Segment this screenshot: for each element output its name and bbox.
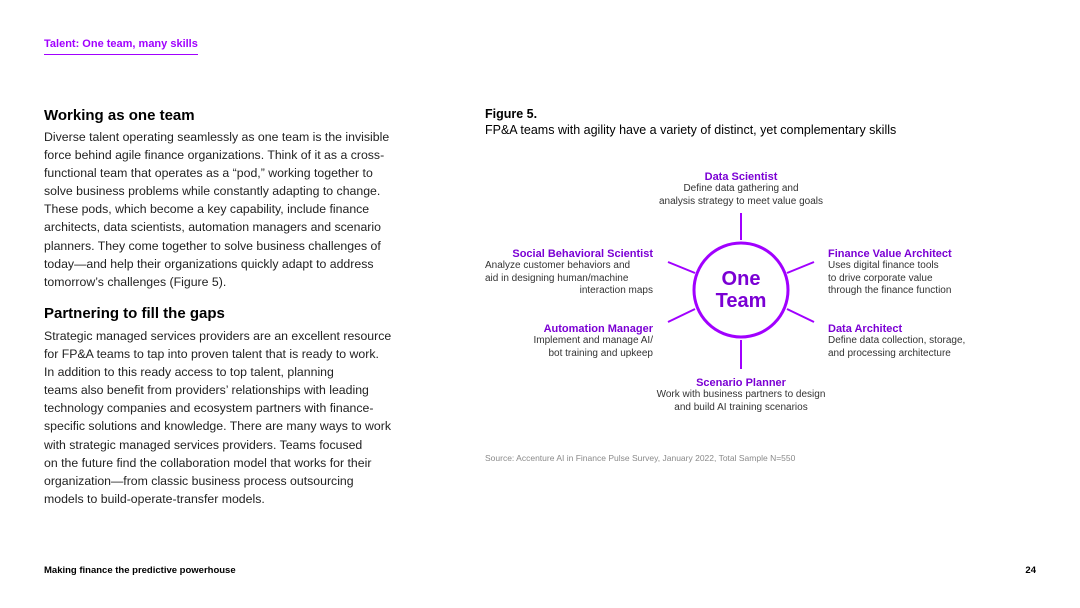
- node-desc-line: and build AI training scenarios: [674, 401, 808, 413]
- node-data-scientist: [621, 171, 861, 208]
- paragraph-line: organization—from classic business process outsourcing: [44, 473, 354, 488]
- paragraph-line: Strategic managed services providers are an excellent resource: [44, 329, 392, 343]
- paragraph-line: Diverse talent operating seamlessly as one team is the invisible: [44, 130, 390, 144]
- node-scenario-planner: [611, 377, 871, 414]
- section-tag: Talent: One team, many skills: [44, 38, 198, 55]
- node-finance-value-architect: [828, 248, 1028, 298]
- node-desc-line: Define data collection, storage,: [828, 335, 966, 346]
- spoke-line: [787, 309, 814, 322]
- node-desc-line: to drive corporate value: [828, 272, 933, 284]
- paragraph-line: for FP&A teams to tap into proven talent that is ready to work.: [44, 347, 379, 362]
- paragraph-line: with strategic managed services providers. Teams focused: [44, 437, 363, 452]
- paragraph-line: on the future find the collaboration model that works for their: [44, 455, 372, 470]
- footer-title: Making finance the predictive powerhouse: [44, 565, 236, 576]
- figure-source: Source: Accenture AI in Finance Pulse Survey, January 2022, Total Sample N=550: [485, 453, 796, 463]
- paragraph-line: architects, data scientists, automation managers and scenario: [44, 220, 381, 235]
- node-data-architect: [828, 323, 1028, 360]
- heading-partnering: Partnering to fill the gaps: [44, 305, 225, 322]
- paragraph-line: solve business problems while constantly adapting to change.: [44, 184, 381, 199]
- one-team-label: [694, 268, 788, 312]
- node-title: Automation Manager: [543, 323, 653, 335]
- node-title: Scenario Planner: [696, 377, 786, 389]
- node-title: Finance Value Architect: [828, 248, 952, 260]
- paragraph-line: models to build-operate-transfer models.: [44, 491, 265, 506]
- page-number: 24: [1025, 565, 1036, 576]
- node-title: Data Architect: [828, 323, 903, 335]
- spoke-line: [668, 309, 695, 322]
- heading-working-as-one-team: Working as one team: [44, 107, 195, 124]
- node-title: Data Scientist: [704, 171, 778, 183]
- node-desc-line: bot training and upkeep: [548, 347, 653, 359]
- node-desc-line: Implement and manage AI/: [533, 335, 653, 346]
- node-desc-line: Analyze customer behaviors and: [485, 260, 631, 271]
- paragraph-line: technology companies and ecosystem partners with finance-: [44, 401, 374, 416]
- figure-subtitle: FP&A teams with agility have a variety of distinct, yet complementary skills: [485, 123, 897, 137]
- paragraph-line: In addition to this ready access to top talent, planning: [44, 365, 334, 380]
- paragraph-line: These pods, which become a key capability, include finance: [44, 202, 370, 217]
- paragraph-line: specific solutions and knowledge. There are many ways to work: [44, 419, 391, 434]
- figure-label: Figure 5.: [485, 107, 538, 121]
- node-title: Social Behavioral Scientist: [512, 248, 653, 260]
- node-desc-line: analysis strategy to meet value goals: [659, 195, 823, 207]
- paragraph-line: planners. They come together to solve business challenges of: [44, 238, 381, 253]
- node-desc-line: interaction maps: [579, 285, 653, 296]
- node-desc-line: aid in designing human/machine: [485, 272, 629, 284]
- node-social-behavioral-scientist: [453, 248, 653, 298]
- node-desc-line: and processing architecture: [828, 347, 951, 359]
- spoke-line: [787, 262, 814, 273]
- paragraph-line: today—and help their organizations quickly adapt to address: [44, 256, 374, 271]
- center-line: Team: [715, 290, 767, 312]
- center-line: One: [721, 268, 761, 290]
- paragraph-line: tomorrow’s challenges (Figure 5).: [44, 274, 227, 289]
- node-automation-manager: [453, 323, 653, 360]
- paragraph-line: functional team that operates as a “pod,” working together to: [44, 166, 373, 181]
- node-desc-line: Work with business partners to design: [656, 389, 826, 400]
- node-desc-line: Uses digital finance tools: [828, 260, 939, 271]
- spoke-line: [668, 262, 695, 273]
- node-desc-line: through the finance function: [828, 285, 952, 296]
- paragraph-line: force behind agile finance organizations. Think of it as a cross-: [44, 148, 385, 163]
- node-desc-line: Define data gathering and: [683, 183, 799, 194]
- paragraph-line: teams also benefit from providers’ relationships with leading: [44, 383, 369, 398]
